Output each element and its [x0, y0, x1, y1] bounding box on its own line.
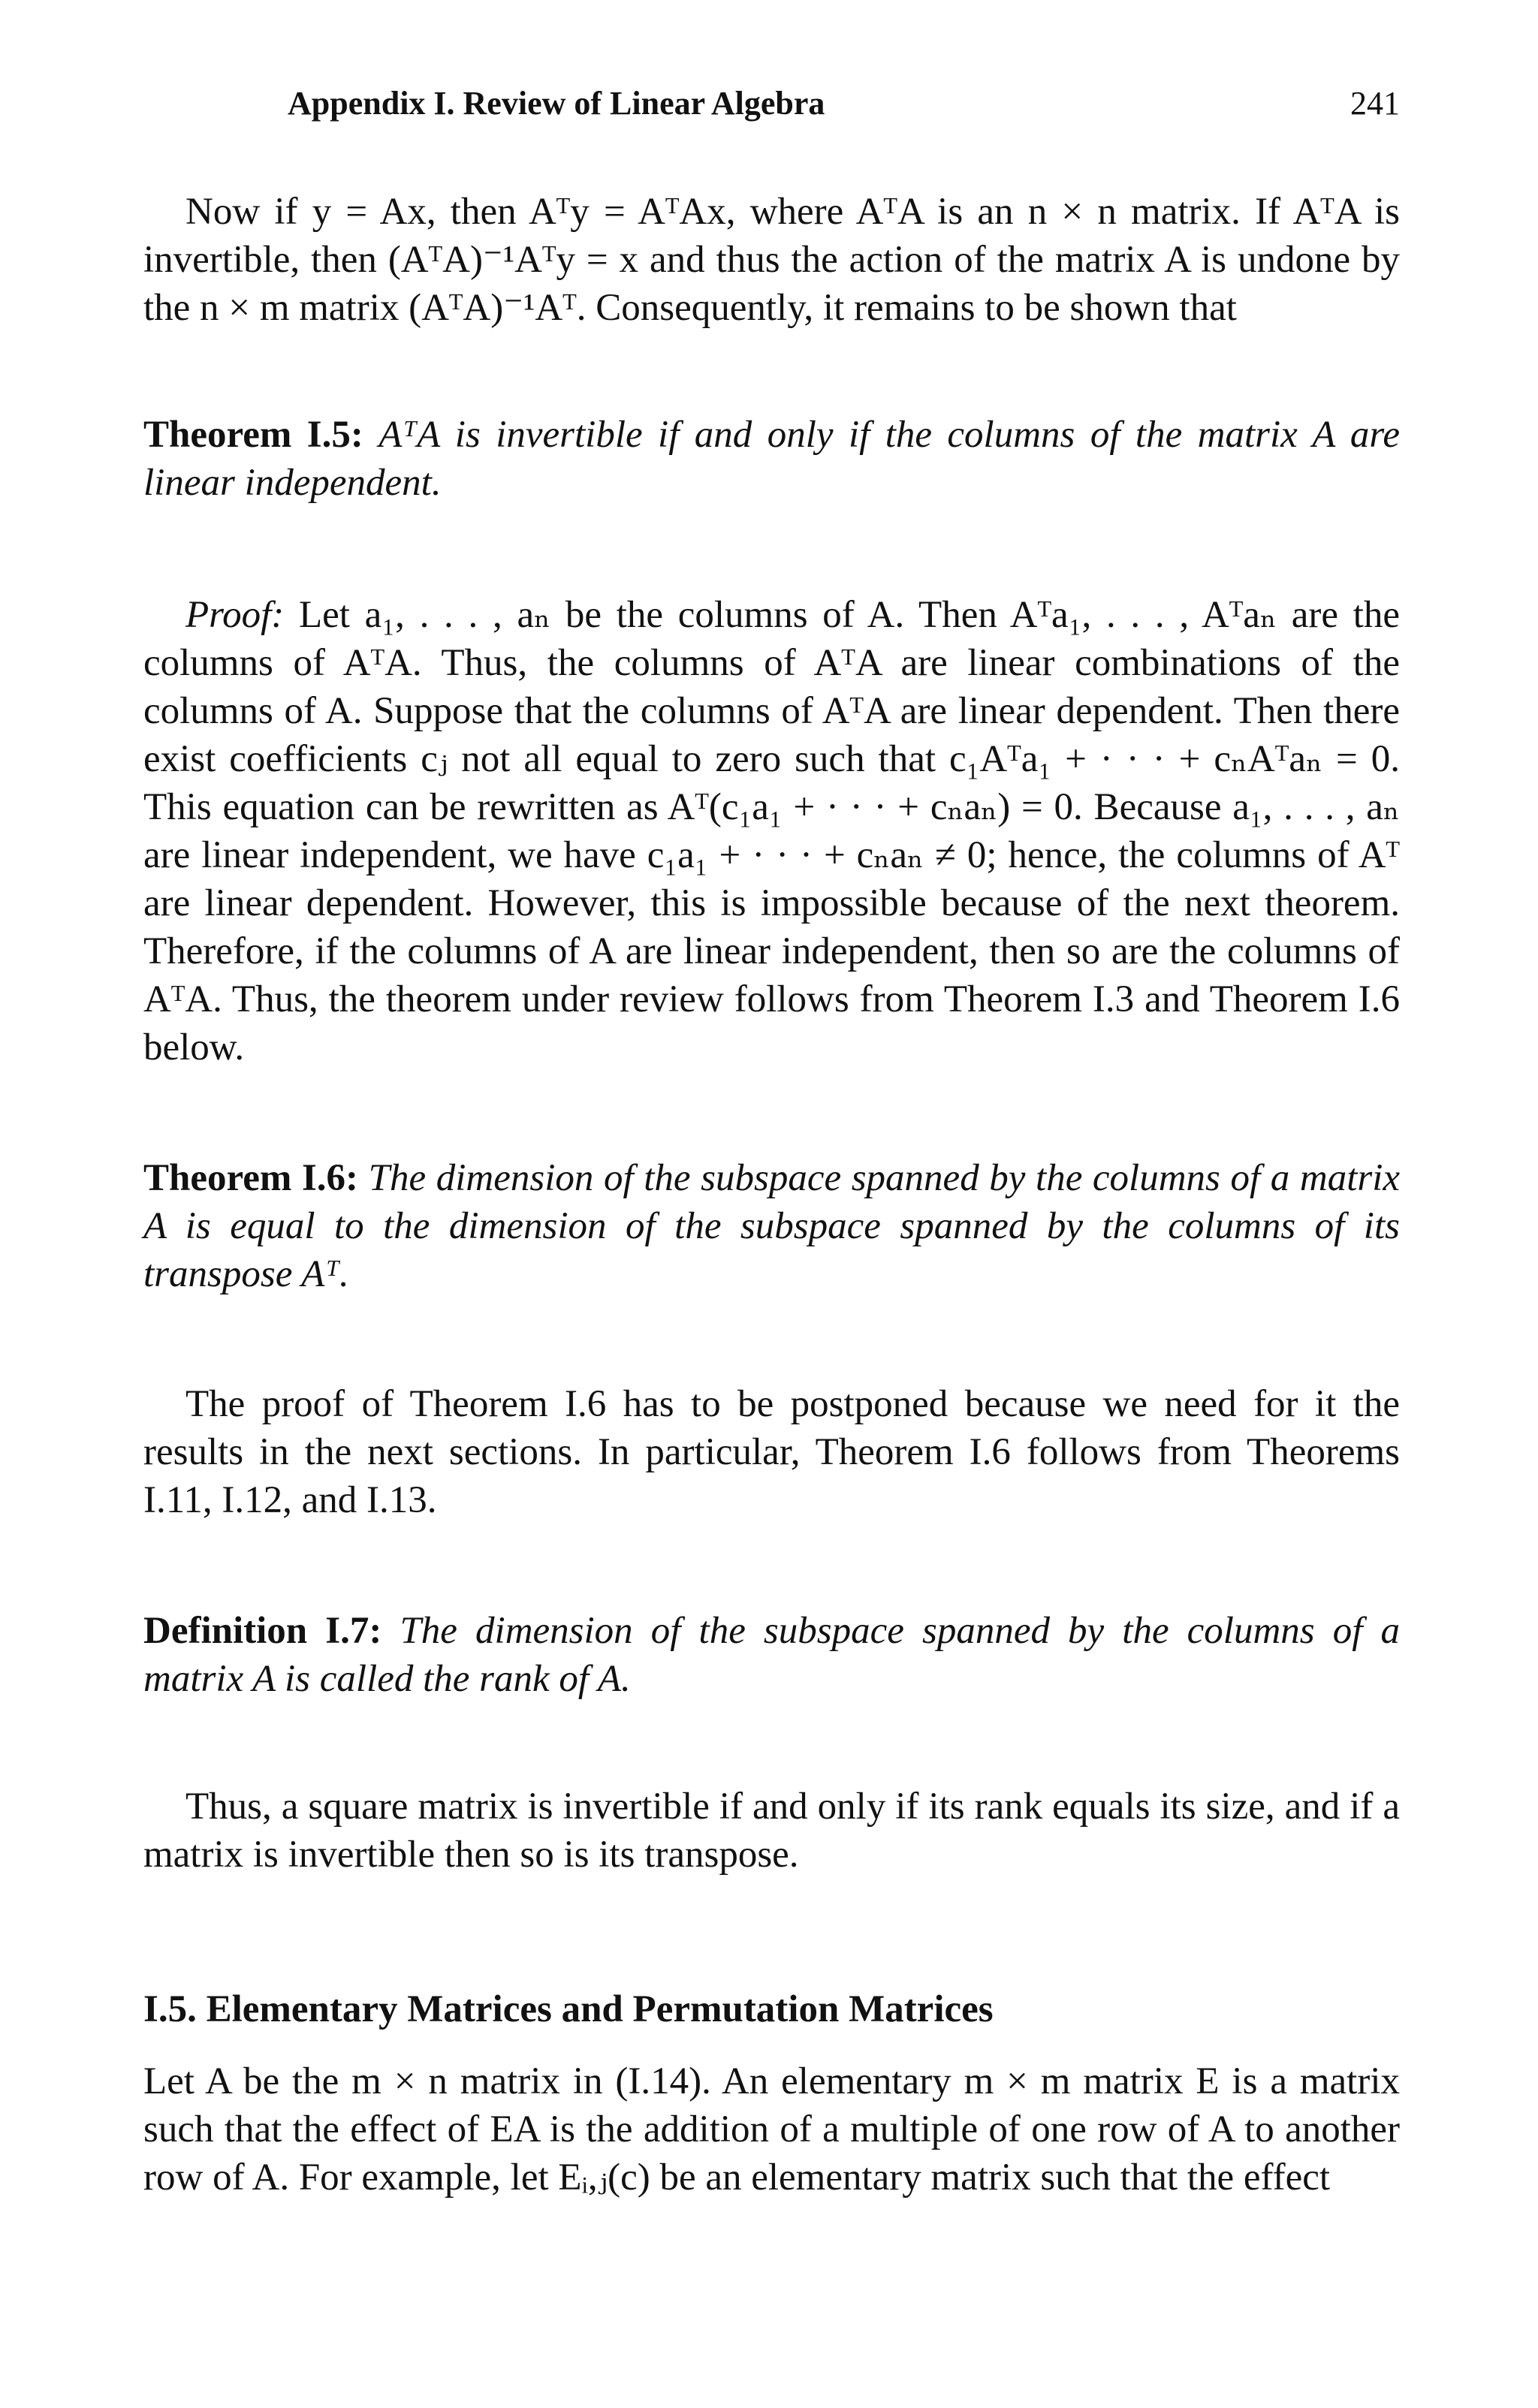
theorem-i5: [143, 411, 1400, 507]
postponed-paragraph: The proof of Theorem I.6 has to be postponed because we need for it the results in the next sections. In particular, Theorem I.6 follows from Theorems I.11, I.12, and I.13.: [143, 1383, 1400, 1521]
intro-paragraph: Now if y = Ax, then Aᵀy = AᵀAx, where AᵀA is an n × n matrix. If AᵀA is invertible, then (AᵀA)⁻¹Aᵀy = x and thus the action of the matrix A is undone by the n × m matrix (AᵀA)⁻¹Aᵀ. Consequently, it remains to be shown that: [143, 191, 1400, 329]
theorem-i6: [143, 1154, 1400, 1298]
page-number: 241: [1350, 85, 1400, 122]
theorem-i5-label: Theorem I.5:: [143, 414, 363, 456]
theorem-i6-label: Theorem I.6:: [143, 1157, 359, 1199]
proof-paragraph: [143, 591, 1400, 1071]
proof-text: Let a₁, . . . , aₙ be the columns of A. Then Aᵀa₁, . . . , Aᵀaₙ are the columns of AᵀA. Thus, the columns of AᵀA are linear combinations of the columns of A. Suppose that the columns of AᵀA are linear dependent. Then there exist coefficients cⱼ not all equal to zero such that c₁Aᵀa₁ + · · · + cₙAᵀaₙ = 0. This equation can be rewritten as Aᵀ(c₁a₁ + · · · + cₙaₙ) = 0. Because a₁, . . . , aₙ are linear independent, we have c₁a₁ + · · · + cₙaₙ ≠ 0; hence, the columns of Aᵀ are linear dependent. However, this is impossible because of the next theorem. Therefore, if the columns of A are linear independent, then so are the columns of AᵀA. Thus, the theorem under review follows from Theorem I.3 and Theorem I.6 below.: [143, 594, 1401, 1068]
chapter-title: Appendix I. Review of Linear Algebra: [288, 85, 825, 122]
proof-label: Proof:: [185, 594, 285, 636]
definition-i7-text: The dimension of the subspace spanned by the columns of a matrix A is called the rank of A.: [143, 1610, 1400, 1700]
square-matrix-paragraph: Thus, a square matrix is invertible if and only if its rank equals its size, and if a matrix is invertible then so is its transpose.: [143, 1786, 1400, 1876]
elementary-paragraph: Let A be the m × n matrix in (I.14). An elementary m × m matrix E is a matrix such that the effect of EA is the addition of a multiple of one row of A to another row of A. For example, let Eᵢ,ⱼ(c) be an elementary matrix such that the effect: [143, 2060, 1400, 2199]
theorem-i5-text: AᵀA is invertible if and only if the columns of the matrix A are linear independent.: [143, 414, 1401, 504]
theorem-i6-text: The dimension of the subspace spanned by the columns of a matrix A is equal to the dimension of the subspace spanned by the columns of its transpose Aᵀ.: [143, 1157, 1401, 1295]
definition-i7-label: Definition I.7:: [143, 1610, 382, 1652]
running-header: [288, 84, 1400, 122]
definition-i7: [143, 1607, 1400, 1703]
section-heading: I.5. Elementary Matrices and Permutation Matrices: [143, 1988, 994, 2030]
